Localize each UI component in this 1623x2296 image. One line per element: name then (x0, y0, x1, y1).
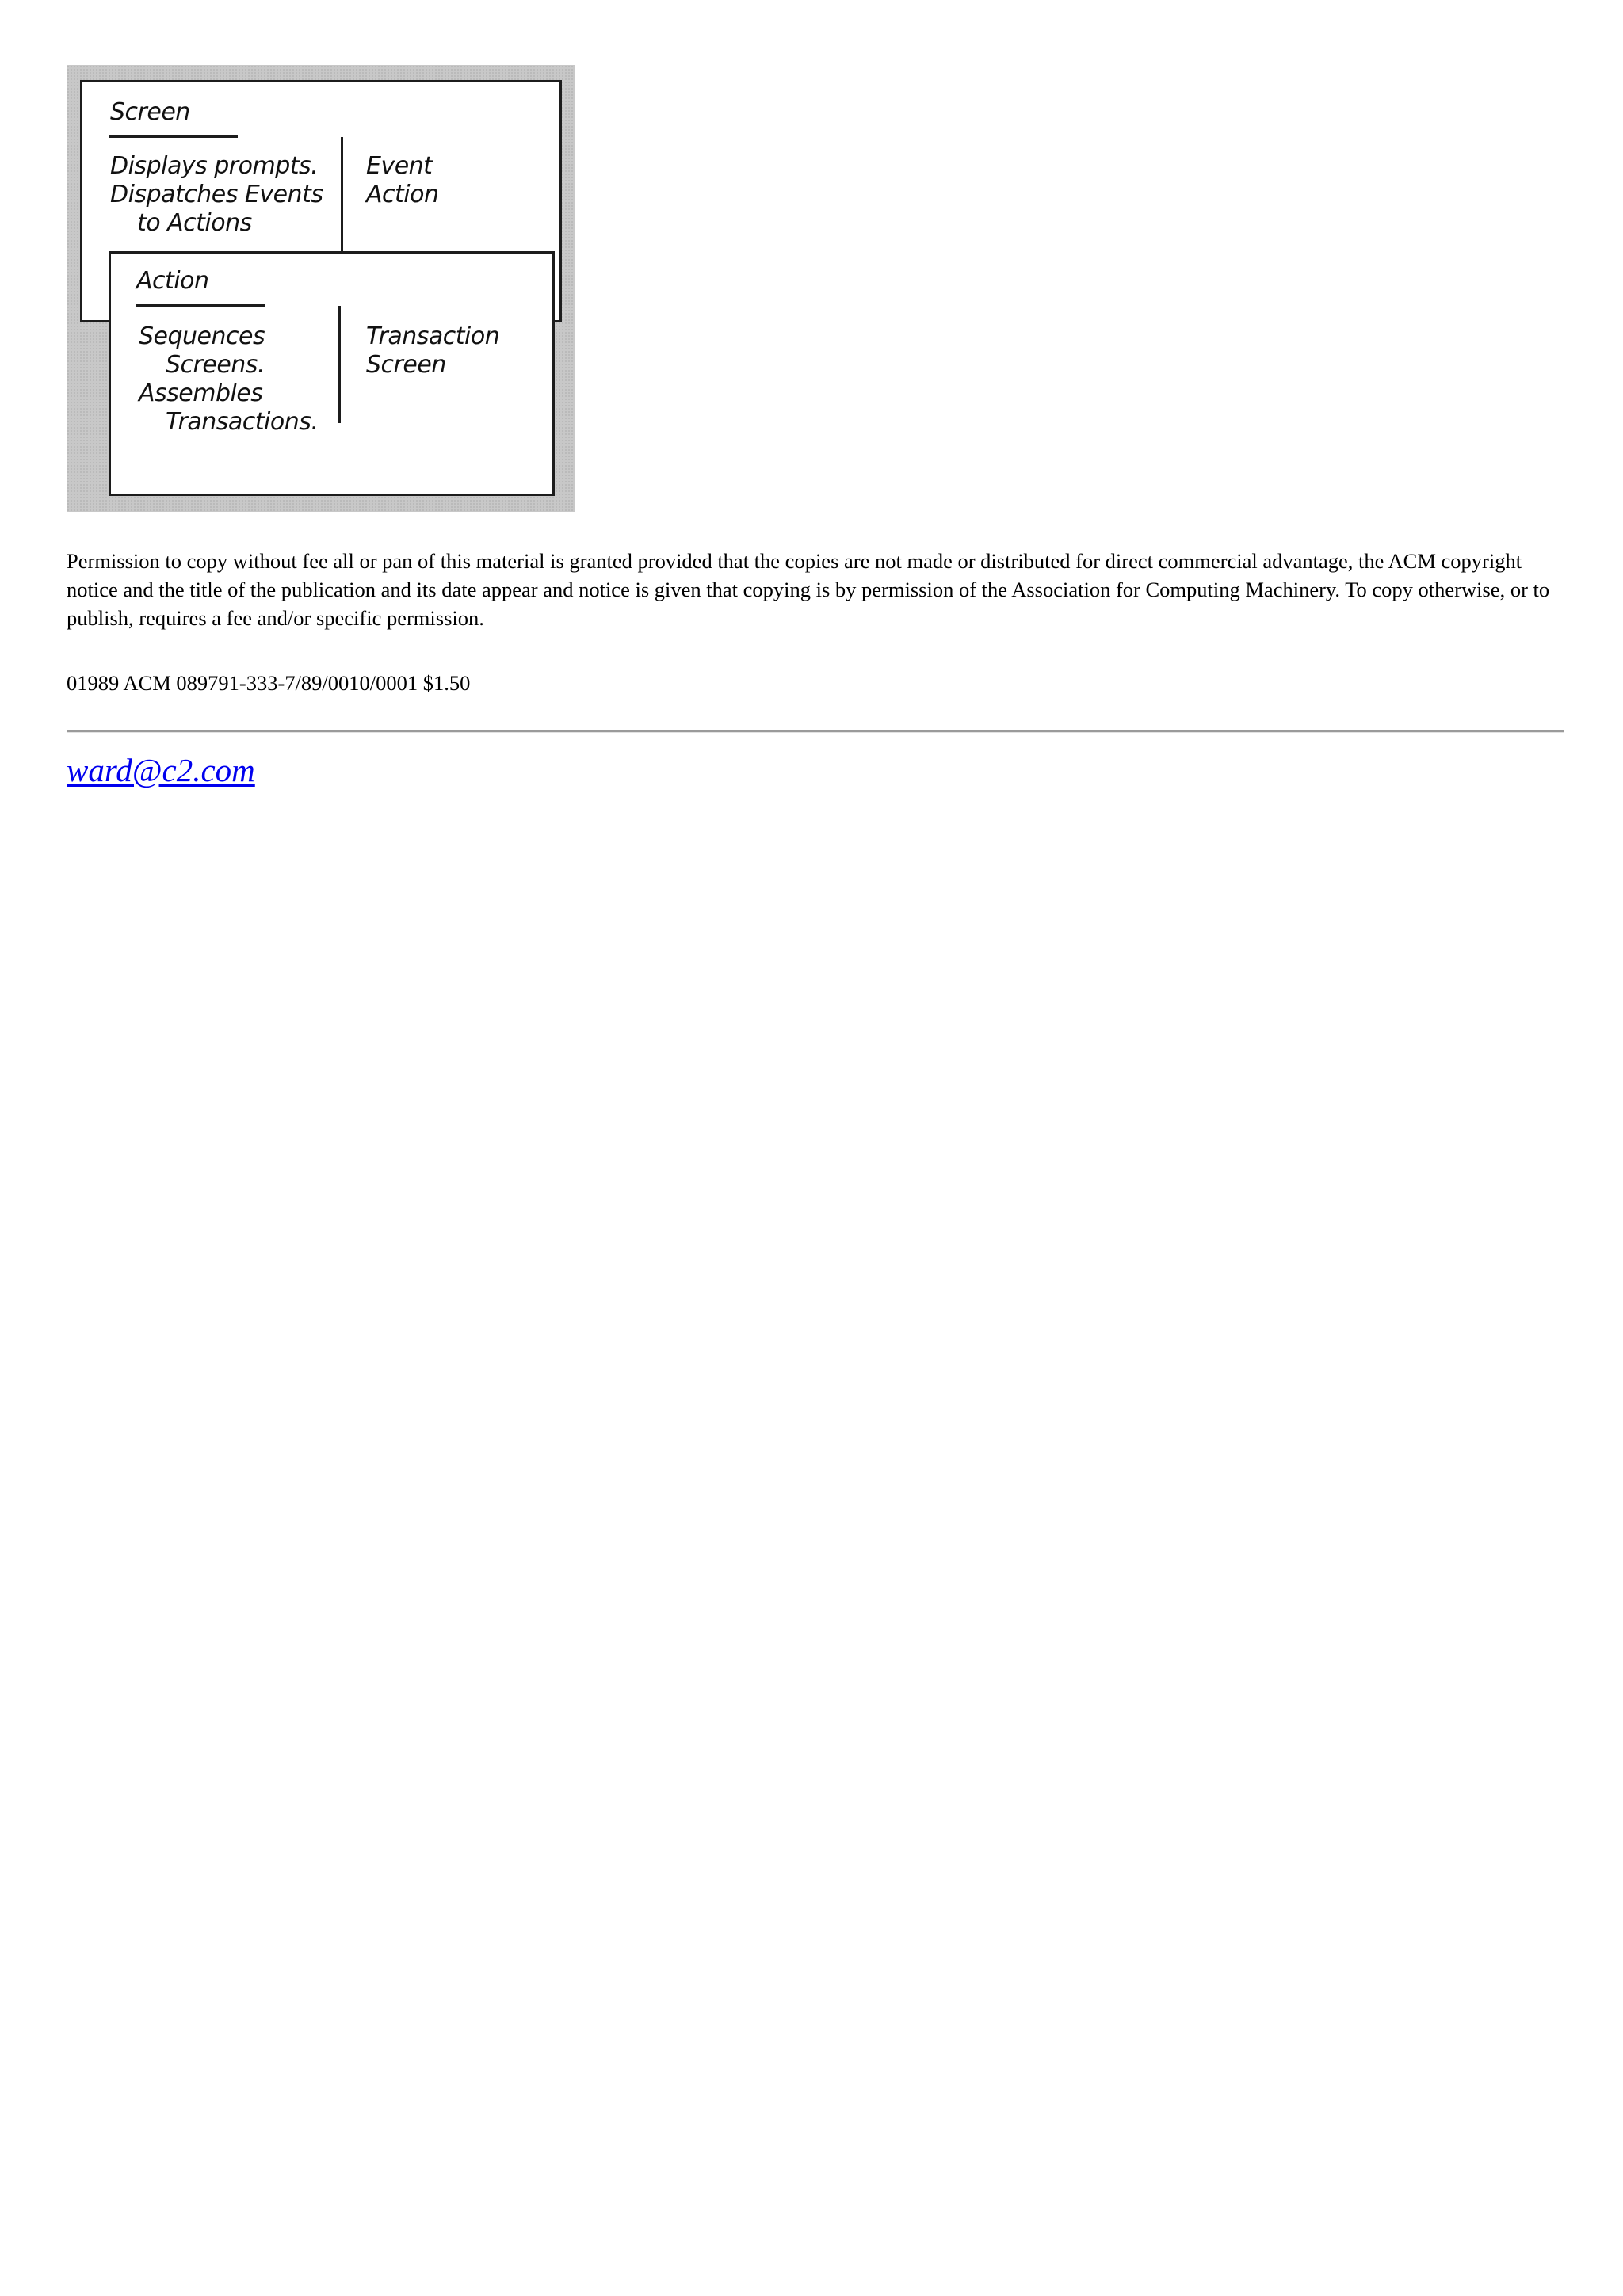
responsibility-line: Assembles (139, 379, 263, 407)
collaborator-item: Screen (366, 351, 446, 379)
collaborator-item: Event (366, 152, 433, 180)
horizontal-rule (67, 730, 1564, 733)
collaborator-item: Action (366, 181, 439, 208)
responsibility-line: Displays prompts. (110, 152, 319, 180)
card-collaborators (366, 322, 499, 379)
copyright-line: 01989 ACM 089791-333-7/89/0010/0001 $1.50 (67, 671, 471, 695)
crc-cards-figure (67, 65, 575, 512)
card-title-underline (136, 304, 265, 307)
card-responsibilities (110, 152, 323, 238)
author-email-link[interactable]: ward@c2.com (67, 752, 255, 788)
card-title-action: Action (136, 267, 209, 295)
responsibility-line: to Actions (137, 209, 252, 237)
card-responsibilities (139, 322, 318, 437)
crc-card-action (109, 251, 555, 496)
card-title-underline (109, 135, 238, 138)
responsibility-line: Sequences (139, 322, 265, 350)
card-divider (338, 306, 341, 423)
card-title-screen: Screen (110, 98, 190, 126)
permission-notice: Permission to copy without fee all or pan of this material is granted provided that the copies are not made or distributed for direct commercial advantage, the ACM copyright notice and the title of the publication and its date appear and notice is given that copying is by permission of the Association for Computing Machinery. To copy otherwise, or to publish, requires a fee and/or specific permission. (67, 549, 1550, 630)
responsibility-line: Screens. (166, 351, 265, 379)
responsibility-line: Dispatches Events (110, 181, 323, 208)
card-collaborators (366, 152, 438, 209)
responsibility-line: Transactions. (166, 408, 319, 436)
collaborator-item: Transaction (366, 322, 500, 350)
